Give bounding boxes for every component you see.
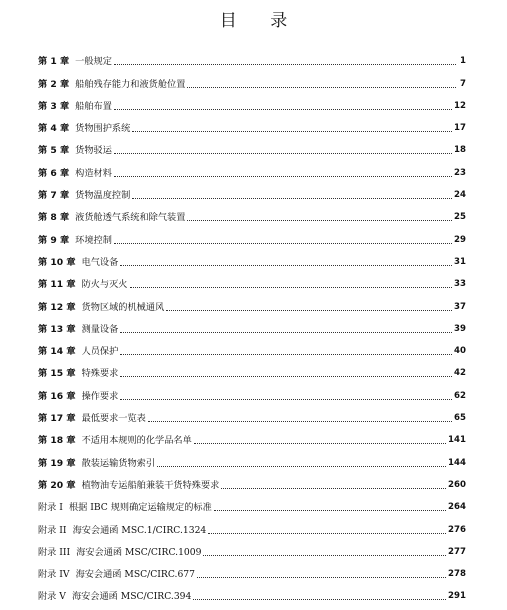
toc-entry-label: 附录 IV [38,569,70,581]
toc-entry-page: 31 [454,256,466,267]
toc-entry-label: 第 11 章 [38,279,76,291]
toc-entry-page: 276 [448,524,466,535]
toc-entry-label: 附录 I [38,502,63,514]
dot-leader [114,243,452,244]
dot-leader [114,109,452,110]
toc-entry-label: 第 2 章 [38,78,70,90]
toc-entry[interactable] [38,335,466,357]
toc-entry-page: 65 [454,413,466,424]
toc-entry-label: 第 17 章 [38,413,76,425]
toc-entry-title: 人员保护 [81,346,119,358]
toc-entry[interactable] [38,45,466,67]
toc-entry-page: 141 [448,435,466,446]
toc-entry-title: 电气设备 [81,256,119,268]
toc-entry[interactable] [38,379,466,401]
dot-leader [166,310,452,311]
dot-leader [194,443,446,444]
dot-leader [132,131,452,132]
toc-entry-title: 最低要求一览表 [81,413,146,425]
toc-entry-page: 24 [454,190,466,201]
dot-leader [193,599,446,600]
toc-entry-page: 62 [454,390,466,401]
toc-entry-page: 40 [454,346,466,357]
toc-entry-title: 货物围护系统 [75,123,131,135]
toc-entry[interactable] [38,134,466,156]
toc-entry[interactable] [38,580,466,602]
toc-entry-label: 附录 V [38,591,66,603]
toc-entry-title: 海安会通函 MSC/CIRC.677 [75,569,195,581]
toc-entry-label: 第 9 章 [38,234,70,246]
dot-leader [214,510,446,511]
toc-entry-label: 第 14 章 [38,346,76,358]
dot-leader [120,354,452,355]
toc-entry-title: 货物区域的机械通风 [81,301,165,313]
toc-entry-page: 278 [448,569,466,580]
toc-entry[interactable] [38,424,466,446]
dot-leader [120,332,452,333]
dot-leader [197,577,446,578]
toc-entry-label: 附录 III [38,546,71,558]
dot-leader [208,533,446,534]
toc-entry-title: 海安会通函 MSC/CIRC.394 [71,591,192,603]
table-of-contents [38,45,466,602]
toc-entry[interactable] [38,112,466,134]
dot-leader [114,64,456,65]
toc-entry-title: 不适用本规则的化学品名单 [81,435,192,447]
toc-entry-page: 144 [448,457,466,468]
toc-entry-page: 37 [454,301,466,312]
toc-entry-page: 23 [454,167,466,178]
dot-leader [120,265,452,266]
toc-entry-page: 39 [454,323,466,334]
toc-entry[interactable] [38,223,466,245]
toc-entry-page: 1 [460,56,466,67]
toc-entry-page: 12 [454,100,466,111]
toc-entry[interactable] [38,446,466,468]
toc-entry-page: 33 [454,279,466,290]
toc-entry[interactable] [38,90,466,112]
toc-entry-title: 海安会通函 MSC/CIRC.1009 [76,546,202,558]
toc-entry-page: 17 [454,123,466,134]
toc-entry-page: 42 [454,368,466,379]
toc-entry[interactable] [38,156,466,178]
toc-entry-title: 测量设备 [81,323,119,335]
dot-leader [187,220,452,221]
toc-entry-title: 一般规定 [75,56,112,68]
toc-entry-label: 第 3 章 [38,100,70,112]
toc-entry-title: 植物油专运船舶兼装干货特殊要求 [81,479,220,491]
toc-entry-label: 第 7 章 [38,190,70,202]
toc-entry[interactable] [38,313,466,335]
toc-entry-title: 特殊要求 [81,368,119,380]
toc-entry[interactable] [38,268,466,290]
toc-entry-label: 第 8 章 [38,212,70,224]
dot-leader [148,421,452,422]
toc-entry-label: 第 16 章 [38,390,76,402]
dot-leader [221,488,446,489]
dot-leader [120,399,452,400]
dot-leader [114,176,452,177]
toc-entry-label: 第 20 章 [38,479,76,491]
toc-entry-label: 第 15 章 [38,368,76,380]
toc-entry-page: 18 [454,145,466,156]
toc-entry-label: 第 12 章 [38,301,76,313]
toc-entry-title: 货物温度控制 [75,190,131,202]
toc-entry[interactable] [38,513,466,535]
toc-entry[interactable] [38,491,466,513]
toc-entry[interactable] [38,201,466,223]
toc-entry[interactable] [38,402,466,424]
toc-entry-title: 散装运输货物索引 [81,457,156,469]
toc-entry-label: 第 10 章 [38,256,76,268]
dot-leader [114,153,452,154]
dot-leader [130,287,453,288]
toc-entry-label: 附录 II [38,524,67,536]
toc-entry-label: 第 19 章 [38,457,76,469]
dot-leader [187,87,456,88]
dot-leader [157,466,446,467]
toc-entry-label: 第 6 章 [38,167,70,179]
toc-entry-label: 第 18 章 [38,435,76,447]
toc-entry[interactable] [38,179,466,201]
toc-entry-page: 25 [454,212,466,223]
toc-entry[interactable] [38,536,466,558]
toc-entry-page: 277 [448,546,466,557]
toc-entry[interactable] [38,469,466,491]
dot-leader [132,198,452,199]
toc-entry-title: 船舶残存能力和液货舱位置 [75,78,186,90]
toc-entry-label: 第 13 章 [38,323,76,335]
toc-entry-page: 291 [448,591,466,602]
toc-entry-title: 环境控制 [75,234,112,246]
toc-entry[interactable] [38,290,466,312]
toc-entry[interactable] [38,246,466,268]
toc-entry-page: 7 [460,78,466,89]
toc-entry-label: 第 5 章 [38,145,70,157]
toc-entry-title: 货物驳运 [75,145,112,157]
page-title: 目 录 [219,11,302,31]
toc-entry-title: 防火与灭火 [81,279,128,291]
toc-entry-label: 第 1 章 [38,56,70,68]
toc-entry-title: 海安会通函 MSC.1/CIRC.1324 [72,524,207,536]
toc-entry-page: 29 [454,234,466,245]
toc-entry-title: 根据 IBC 规则确定运输规定的标准 [68,502,212,514]
toc-entry[interactable] [38,67,466,89]
toc-entry-title: 构造材料 [75,167,112,179]
dot-leader [203,555,446,556]
toc-entry-title: 船舶布置 [75,100,112,112]
toc-entry-title: 操作要求 [81,390,119,402]
toc-entry-page: 260 [448,479,466,490]
toc-entry[interactable] [38,357,466,379]
toc-entry-title: 液货舱透气系统和除气装置 [75,212,186,224]
dot-leader [120,376,452,377]
toc-entry-page: 264 [448,502,466,513]
toc-entry-label: 第 4 章 [38,123,70,135]
toc-entry[interactable] [38,558,466,580]
